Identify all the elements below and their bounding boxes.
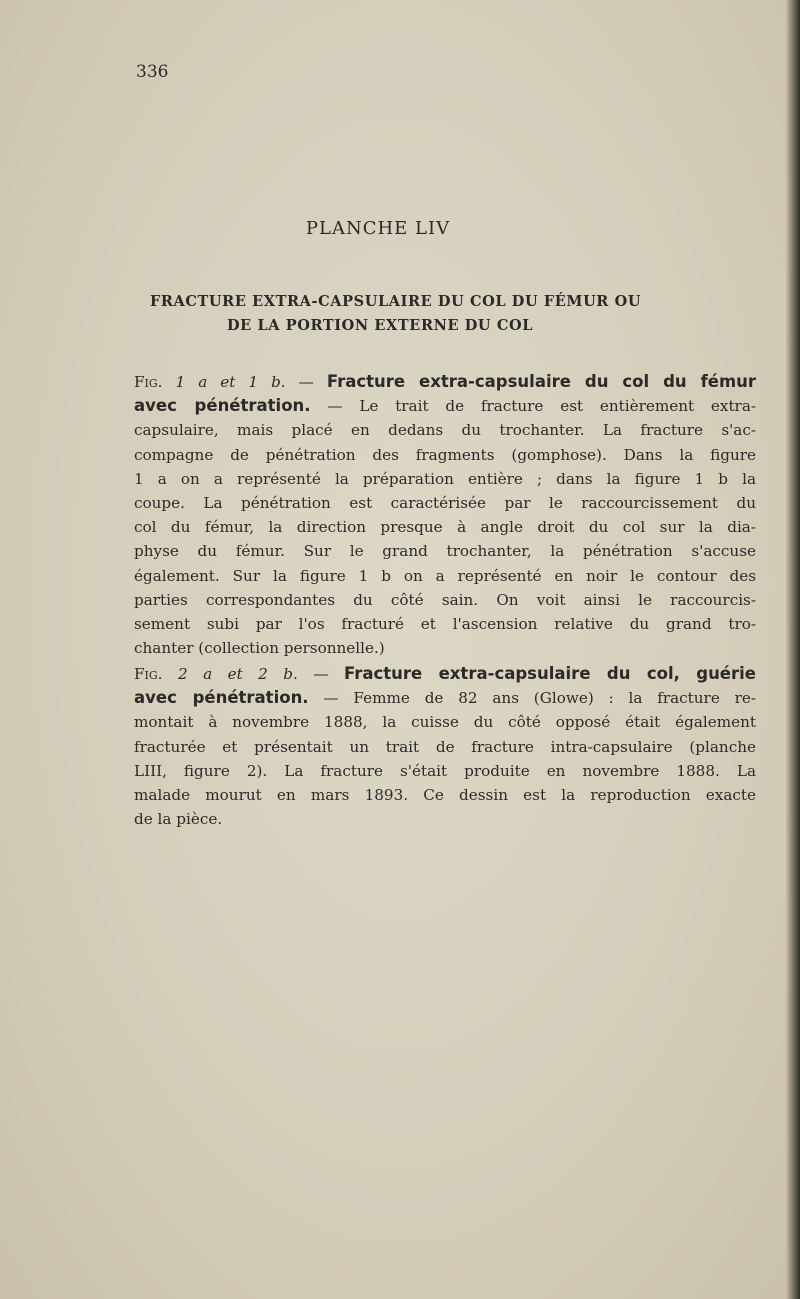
paragraph-line: compagne de pénétration des fragments (gomphose). Dans la figure <box>134 445 756 464</box>
paragraph-line: sement subi par l'os fracturé et l'ascension relative du grand tro- <box>134 615 756 634</box>
fig-reference: 1 a et 1 b. — <box>175 373 314 391</box>
paragraph-line: physe du fémur. Sur le grand trochanter, la pénétration s'accuse <box>134 542 756 561</box>
subtitle-line-1: FRACTURE EXTRA-CAPSULAIRE DU COL DU FÉMUR OU <box>150 293 642 310</box>
figure-heading-cont: avec pénétration. <box>134 688 309 708</box>
figure-heading: Fracture extra-capsulaire du col du fémur <box>326 372 757 391</box>
figure-2-description <box>134 662 756 831</box>
paragraph-line: 1 a on a représenté la préparation entière ; dans la figure 1 b la <box>134 469 756 488</box>
plate-title: PLANCHE LIV <box>305 218 451 239</box>
paragraph-line: LIII, figure 2). La fracture s'était produite en novembre 1888. La <box>134 761 756 780</box>
paragraph-line: parties correspondantes du côté sain. On voit ainsi le raccourcis- <box>134 590 756 609</box>
paragraph-line: coupe. La pénétration est caractérisée par le raccourcissement du <box>134 494 756 513</box>
paragraph-line: montait à novembre 1888, la cuisse du côté opposé était également <box>134 713 756 732</box>
paragraph-line <box>134 370 756 394</box>
paragraph-line: chanter (collection personnelle.) <box>134 639 385 658</box>
paragraph-line: de la pièce. <box>134 810 223 829</box>
page-number: 336 <box>136 62 169 82</box>
figure-1-description <box>134 370 756 660</box>
paragraph-line: malade mourut en mars 1893. Ce dessin est la reproduction exacte <box>134 786 756 805</box>
plate-subtitle <box>150 290 642 338</box>
subtitle-line-2: DE LA PORTION EXTERNE DU COL <box>227 317 533 334</box>
paragraph-line <box>134 686 756 710</box>
fig-reference: 2 a et 2 b. — <box>177 665 329 683</box>
figure-heading: Fracture extra-capsulaire du col, guérie <box>343 664 756 683</box>
paragraph-line: fracturée et présentait un trait de fracture intra-capsulaire (planche <box>134 737 756 756</box>
fig-label: Fig. <box>134 373 163 391</box>
page-edge-shadow <box>786 0 800 1299</box>
figure-heading-cont: avec pénétration. <box>134 396 311 416</box>
paragraph-line: également. Sur la figure 1 b on a représenté en noir le contour des <box>134 566 756 585</box>
paragraph-line <box>134 662 756 686</box>
paragraph-line: capsulaire, mais placé en dedans du trochanter. La fracture s'ac- <box>134 421 756 440</box>
fig-label: Fig. <box>134 665 163 683</box>
paragraph-line <box>134 394 756 418</box>
paragraph-line: col du fémur, la direction presque à angle droit du col sur la dia- <box>134 518 756 537</box>
line-text: — Femme de 82 ans (Glowe) : la fracture re- <box>323 689 756 708</box>
line-text: — Le trait de fracture est entièrement extra- <box>327 397 757 416</box>
